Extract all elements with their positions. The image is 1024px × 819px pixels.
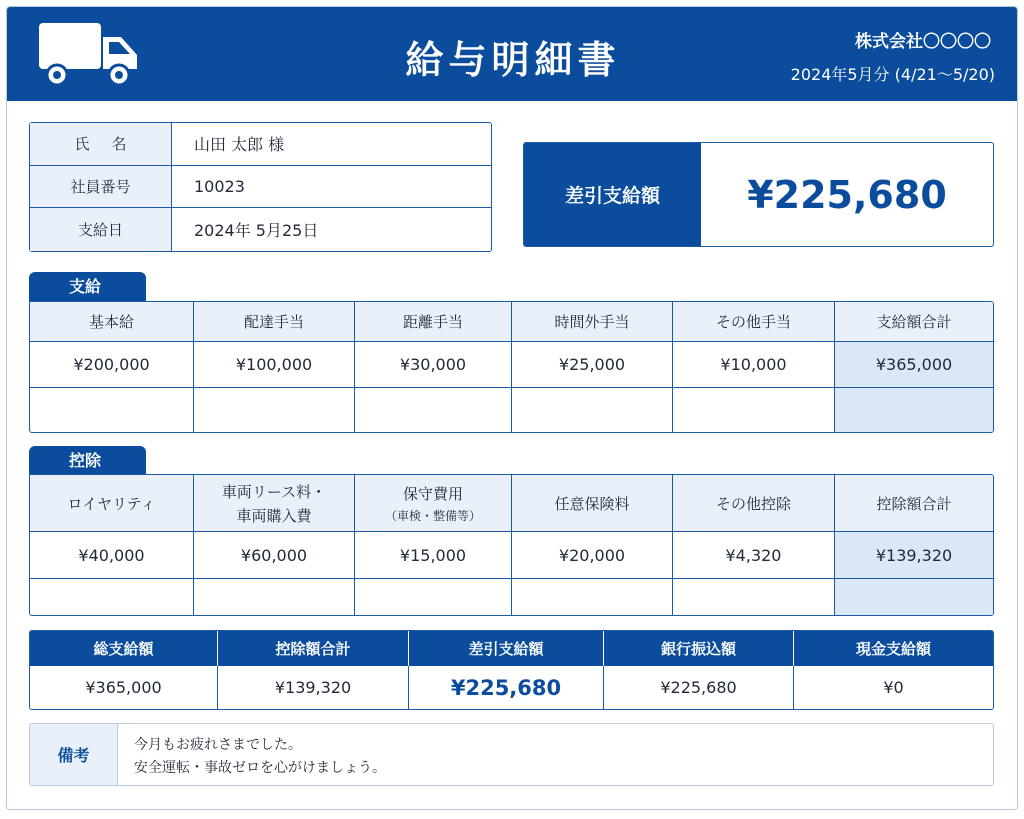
- empty-cell: [673, 388, 835, 432]
- empty-cell: [512, 388, 673, 432]
- remarks-line: 今月もお疲れさまでした。: [134, 737, 302, 753]
- payments-header: 配達手当: [194, 302, 355, 341]
- document-title: 給与明細書: [405, 38, 621, 82]
- remarks-label: 備考: [30, 724, 118, 785]
- summary-gross-pay: ¥365,000: [30, 666, 218, 709]
- payday: 2024年 5月25日: [194, 220, 319, 240]
- payments-value: ¥30,000: [355, 342, 512, 387]
- deductions-table: [29, 474, 994, 616]
- payments-header-row: [30, 302, 993, 342]
- summary-cash-payment: ¥0: [883, 678, 904, 697]
- summary-table: [29, 630, 994, 710]
- employee-name: 山田 太郎 様: [194, 135, 285, 155]
- payslip-header: [7, 7, 1018, 101]
- deductions-header: ロイヤリティ: [30, 475, 194, 531]
- deductions-value: ¥60,000: [194, 532, 355, 578]
- payments-value: ¥100,000: [194, 342, 355, 387]
- deductions-value: ¥15,000: [355, 532, 512, 578]
- empty-cell: [835, 388, 993, 432]
- deductions-header: その他控除: [673, 475, 835, 531]
- empty-cell: [835, 579, 993, 615]
- empty-cell: [30, 579, 194, 615]
- deductions-empty-row: [30, 579, 993, 615]
- payments-header: その他手当: [673, 302, 835, 341]
- summary-value-row: [30, 666, 993, 709]
- deductions-header: 保守費用 （車検・整備等）: [355, 475, 512, 531]
- deductions-total: ¥139,320: [835, 532, 993, 578]
- payments-total: ¥365,000: [835, 342, 993, 387]
- remarks-text: [118, 724, 386, 785]
- net-pay-box: [523, 142, 994, 247]
- employee-name-row: [30, 123, 491, 166]
- empty-cell: [194, 579, 355, 615]
- deductions-header: 車両リース料・ 車両購入費: [194, 475, 355, 531]
- payday-row: [30, 208, 491, 251]
- payments-value: ¥10,000: [673, 342, 835, 387]
- payments-value: ¥25,000: [512, 342, 673, 387]
- deductions-header: 任意保険料: [512, 475, 673, 531]
- empty-cell: [355, 388, 512, 432]
- deductions-value: ¥4,320: [673, 532, 835, 578]
- payments-table: [29, 301, 994, 433]
- employee-id: 10023: [194, 176, 245, 196]
- summary-header: 現金支給額: [855, 640, 931, 658]
- payments-tab: 支給: [29, 272, 146, 302]
- payments-value-row: [30, 342, 993, 388]
- summary-net-pay: ¥225,680: [409, 666, 604, 709]
- empty-cell: [30, 388, 194, 432]
- deductions-header-row: [30, 475, 993, 532]
- deductions-value: ¥40,000: [30, 532, 194, 578]
- summary-header: 差引支給額: [409, 631, 604, 666]
- pay-period: 2024年5月分 (4/21〜5/20): [790, 65, 995, 84]
- summary-header: 控除額合計: [218, 631, 409, 666]
- payslip-document: [6, 6, 1018, 810]
- summary-deduction-total: ¥139,320: [218, 666, 409, 709]
- summary-header: 銀行振込額: [604, 631, 794, 666]
- employee-info-table: [29, 122, 492, 252]
- deductions-tab: 控除: [29, 446, 146, 476]
- deductions-header: 控除額合計: [835, 475, 993, 531]
- empty-cell: [194, 388, 355, 432]
- empty-cell: [355, 579, 512, 615]
- employee-id-row: [30, 166, 491, 209]
- payments-value: ¥200,000: [30, 342, 194, 387]
- employee-name-label: 氏名: [30, 123, 172, 165]
- net-pay-label: 差引支給額: [524, 143, 701, 246]
- deductions-value-row: [30, 532, 993, 579]
- employee-id-label: 社員番号: [30, 166, 172, 208]
- deductions-value: ¥20,000: [512, 532, 673, 578]
- company-name: 株式会社〇〇〇〇: [855, 32, 991, 52]
- empty-cell: [512, 579, 673, 615]
- payments-empty-row: [30, 388, 993, 432]
- payments-header: 支給額合計: [835, 302, 993, 341]
- remarks-line: 安全運転・事故ゼロを心がけましょう。: [134, 760, 386, 776]
- payments-header: 時間外手当: [512, 302, 673, 341]
- empty-cell: [673, 579, 835, 615]
- payments-header: 基本給: [30, 302, 194, 341]
- net-pay-amount: ¥225,680: [747, 172, 947, 217]
- summary-bank-transfer: ¥225,680: [604, 666, 794, 709]
- payday-label: 支給日: [30, 208, 172, 251]
- payments-header: 距離手当: [355, 302, 512, 341]
- remarks-box: [29, 723, 994, 786]
- summary-header: 総支給額: [30, 631, 218, 666]
- summary-header-row: [30, 631, 993, 666]
